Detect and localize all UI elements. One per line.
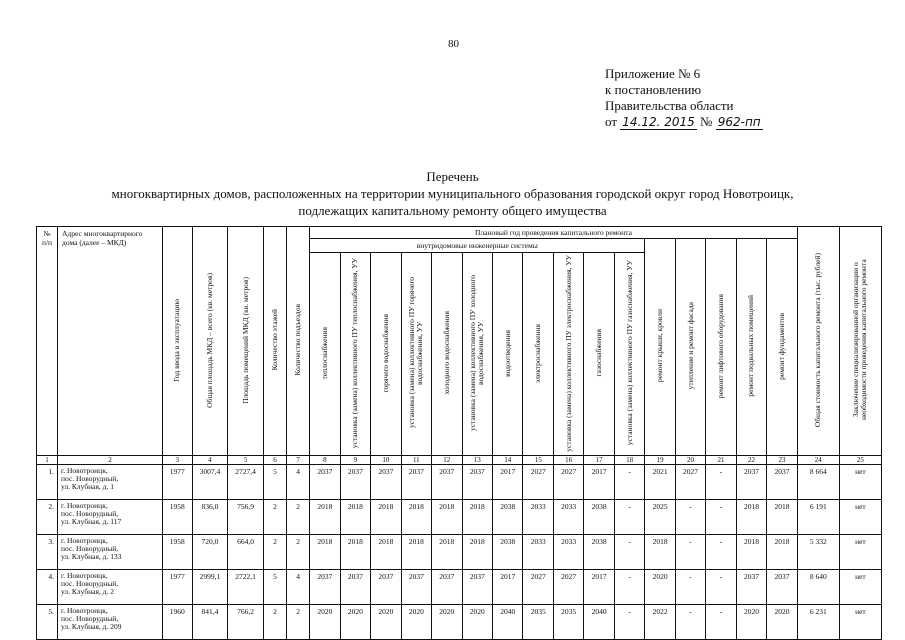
address-line: г. Новотроицк, [61, 536, 108, 545]
table-cell: 2037 [340, 465, 370, 500]
column-number: 20 [675, 456, 705, 465]
table-cell: 8 640 [797, 570, 839, 605]
appendix-block [605, 66, 763, 130]
appendix-doc-number: 962-пп [717, 115, 761, 129]
table-cell: 2022 [645, 605, 675, 640]
address-line: ул. Клубная, д. 2 [61, 587, 114, 596]
address-line: г. Новотроицк, [61, 501, 108, 510]
table-cell: 2027 [553, 570, 583, 605]
table-cell: 2037 [401, 465, 431, 500]
table-cell: 1977 [163, 465, 192, 500]
table-cell: 2037 [310, 570, 340, 605]
table-cell: 2038 [492, 500, 522, 535]
row-number: 1. [37, 465, 58, 500]
column-number: 16 [553, 456, 583, 465]
table-cell: 2037 [401, 570, 431, 605]
address-line: пос. Новорудный, [61, 544, 119, 553]
table-cell: 2 [287, 500, 310, 535]
table-cell: 2020 [432, 605, 462, 640]
header-meter-heat: установка (замена) коллективного ПУ теплоснабжения, УУ [340, 253, 370, 456]
header-meter-gas: установка (замена) коллективного ПУ газоснабжения, УУ [614, 253, 644, 456]
table-cell: 2033 [523, 535, 553, 570]
table-cell: нет [839, 605, 881, 640]
table-cell: 2020 [645, 570, 675, 605]
row-number: 4. [37, 570, 58, 605]
header-floors: Количество этажей [263, 227, 286, 456]
header-heating: теплоснабжения [310, 253, 340, 456]
table-cell: 2027 [523, 570, 553, 605]
column-number: 25 [839, 456, 881, 465]
table-row [37, 465, 882, 500]
column-number: 6 [263, 456, 286, 465]
header-internal-systems: внутридомовые инженерные системы [310, 239, 645, 253]
header-elevator: ремонт лифтового оборудования [706, 239, 736, 456]
table-cell: 5 [263, 465, 286, 500]
table-cell: - [706, 605, 736, 640]
address-line: ул. Клубная, д. 209 [61, 622, 122, 631]
column-number: 10 [371, 456, 401, 465]
table-cell: 2020 [340, 605, 370, 640]
appendix-date: 14.12. 2015 [622, 115, 695, 129]
row-address [58, 465, 163, 500]
table-cell: 2027 [675, 465, 705, 500]
address-line: пос. Новорудный, [61, 579, 119, 588]
header-num: № п/п [37, 227, 58, 456]
table-cell: 2021 [645, 465, 675, 500]
column-number: 5 [228, 456, 264, 465]
header-electricity: электроснабжения [523, 253, 553, 456]
column-number: 18 [614, 456, 644, 465]
table-cell: 2037 [462, 570, 492, 605]
column-number-row [37, 456, 882, 465]
column-number: 21 [706, 456, 736, 465]
header-planned-year: Плановый год проведения капитального ремонта [310, 227, 798, 239]
header-total-cost: Общая стоимость капитального ремонта (тыс. рублей) [797, 227, 839, 456]
table-cell: 766,2 [228, 605, 264, 640]
column-number: 2 [58, 456, 163, 465]
page-number: 80 [448, 38, 459, 50]
appendix-number-sign: № [700, 114, 713, 129]
appendix-from: от [605, 114, 618, 129]
column-number: 23 [767, 456, 798, 465]
row-number: 2. [37, 500, 58, 535]
address-line: ул. Клубная, д. 117 [61, 517, 122, 526]
table-cell: 2 [287, 605, 310, 640]
column-number: 22 [736, 456, 766, 465]
header-meter-cold-water: установка (замена) коллективного ПУ холодного водоснабжения, УУ [462, 253, 492, 456]
table-cell: 836,0 [192, 500, 228, 535]
table-cell: - [675, 570, 705, 605]
table-cell: 2722,1 [228, 570, 264, 605]
table-cell: - [706, 465, 736, 500]
table-cell: - [614, 500, 644, 535]
table-cell: 2018 [432, 535, 462, 570]
table-cell: 2037 [310, 465, 340, 500]
column-number: 4 [192, 456, 228, 465]
address-line: пос. Новорудный, [61, 509, 119, 518]
table-cell: - [706, 570, 736, 605]
row-address [58, 500, 163, 535]
table-cell: 2018 [736, 500, 766, 535]
table-cell: 4 [287, 465, 310, 500]
header-basement: ремонт подвальных помещений [736, 239, 766, 456]
table-cell: 2027 [553, 465, 583, 500]
address-line: пос. Новорудный, [61, 474, 119, 483]
header-address: Адрес многоквартирного дома (далее – МКД) [58, 227, 163, 456]
table-cell: 2018 [310, 535, 340, 570]
table-cell: 8 664 [797, 465, 839, 500]
table-cell: 2020 [310, 605, 340, 640]
table-cell: 2018 [645, 535, 675, 570]
table-cell: 2020 [736, 605, 766, 640]
document-title: Перечень [426, 169, 479, 184]
table-cell: 2018 [736, 535, 766, 570]
table-cell: 2018 [767, 500, 798, 535]
table-row [37, 605, 882, 640]
header-total-area: Общая площадь МКД – всего (кв. метров) [192, 227, 228, 456]
header-conclusion: Заключение специализированной организации о необходимости проведения капитального ремонта [839, 227, 881, 456]
column-number: 14 [492, 456, 522, 465]
header-meter-electricity: установка (замена) коллективного ПУ электроснабжения, УУ [553, 253, 583, 456]
table-cell: - [614, 535, 644, 570]
table-cell: 2037 [432, 570, 462, 605]
table-cell: 2035 [523, 605, 553, 640]
table-cell: - [706, 500, 736, 535]
table-cell: 1958 [163, 535, 192, 570]
table-cell: 2018 [401, 535, 431, 570]
header-sewerage: водоотведения [492, 253, 522, 456]
table-cell: 2018 [767, 535, 798, 570]
table-cell: 5 332 [797, 535, 839, 570]
document-subtitle-2: подлежащих капитальному ремонту общего имущества [298, 203, 607, 218]
table-cell: - [614, 605, 644, 640]
address-line: г. Новотроицк, [61, 571, 108, 580]
row-address [58, 535, 163, 570]
row-address [58, 570, 163, 605]
table-cell: 2037 [371, 465, 401, 500]
table-cell: 2033 [553, 500, 583, 535]
table-cell: 2033 [523, 500, 553, 535]
table-cell: 2025 [645, 500, 675, 535]
table-cell: 2727,4 [228, 465, 264, 500]
table-cell: нет [839, 570, 881, 605]
table-cell: 2018 [310, 500, 340, 535]
header-premises-area: Площадь помещений МКД (кв. метров) [228, 227, 264, 456]
table-cell: 5 [263, 570, 286, 605]
table-cell: 2018 [462, 500, 492, 535]
column-number: 1 [37, 456, 58, 465]
table-cell: 2018 [371, 535, 401, 570]
header-facade: утепление и ремонт фасада [675, 239, 705, 456]
table-cell: нет [839, 500, 881, 535]
table-body [37, 465, 882, 640]
header-gas: газоснабжения [584, 253, 614, 456]
appendix-line-3: Правительства области [605, 98, 734, 113]
table-row [37, 570, 882, 605]
table-cell: 2038 [584, 535, 614, 570]
table-cell: - [614, 465, 644, 500]
table-cell: 720,0 [192, 535, 228, 570]
table-cell: 2018 [401, 500, 431, 535]
document-subtitle-1: многоквартирных домов, расположенных на территории муниципального образования городской округ город Новотроицк, [111, 186, 794, 201]
column-number: 8 [310, 456, 340, 465]
table-cell: 841,4 [192, 605, 228, 640]
table-cell: 2018 [340, 535, 370, 570]
table-cell: 2038 [584, 500, 614, 535]
table-cell: 2018 [462, 535, 492, 570]
column-number: 19 [645, 456, 675, 465]
table-cell: нет [839, 465, 881, 500]
column-number: 13 [462, 456, 492, 465]
address-line: ул. Клубная, д. 133 [61, 552, 122, 561]
table-cell: 2037 [767, 570, 798, 605]
table-cell: 2017 [584, 465, 614, 500]
address-line: пос. Новорудный, [61, 614, 119, 623]
appendix-line-1: Приложение № 6 [605, 66, 701, 81]
table-cell: 2018 [340, 500, 370, 535]
table-cell: 2017 [492, 465, 522, 500]
column-number: 9 [340, 456, 370, 465]
table-cell: 2040 [584, 605, 614, 640]
table-cell: 1958 [163, 500, 192, 535]
table-cell: - [675, 500, 705, 535]
header-year-built: Год ввода в эксплуатацию [163, 227, 192, 456]
table-cell: 1977 [163, 570, 192, 605]
table-cell: 2037 [462, 465, 492, 500]
column-number: 3 [163, 456, 192, 465]
table-cell: 2020 [462, 605, 492, 640]
header-cold-water: холодного водоснабжения [432, 253, 462, 456]
address-line: г. Новотроицк, [61, 606, 108, 615]
row-number: 3. [37, 535, 58, 570]
table-cell: 2999,1 [192, 570, 228, 605]
row-number: 5. [37, 605, 58, 640]
column-number: 12 [432, 456, 462, 465]
table-row [37, 500, 882, 535]
table-cell: 2033 [553, 535, 583, 570]
column-number: 15 [523, 456, 553, 465]
table-cell: 2038 [492, 535, 522, 570]
table-cell: 2040 [492, 605, 522, 640]
table-cell: 2037 [340, 570, 370, 605]
header-meter-hot-water: установка (замена) коллективного ПУ горячего водоснабжения, УУ [401, 253, 431, 456]
header-roof: ремонт крыши, кровли [645, 239, 675, 456]
table-row [37, 535, 882, 570]
header-hot-water: горячего водоснабжения [371, 253, 401, 456]
table-cell: 3007,4 [192, 465, 228, 500]
row-address [58, 605, 163, 640]
header-foundation: ремонт фундаментов [767, 239, 798, 456]
table-cell: 2020 [401, 605, 431, 640]
table-cell: 2 [263, 535, 286, 570]
table-cell: 2018 [432, 500, 462, 535]
column-number: 24 [797, 456, 839, 465]
table-cell: 1960 [163, 605, 192, 640]
table-cell: 756,9 [228, 500, 264, 535]
table-cell: 2 [263, 605, 286, 640]
table-cell: 2020 [767, 605, 798, 640]
table-cell: 664,0 [228, 535, 264, 570]
table-cell: 6 231 [797, 605, 839, 640]
header-entrances: Количество подъездов [287, 227, 310, 456]
table-cell: 6 191 [797, 500, 839, 535]
table-cell: 2037 [767, 465, 798, 500]
address-line: ул. Клубная, д. 1 [61, 482, 114, 491]
table-cell: 2020 [371, 605, 401, 640]
table-cell: - [614, 570, 644, 605]
appendix-date-line [605, 114, 763, 130]
address-line: г. Новотроицк, [61, 466, 108, 475]
appendix-line-2: к постановлению [605, 82, 702, 97]
table-cell: - [675, 535, 705, 570]
table-cell: 2017 [492, 570, 522, 605]
table-cell: 2037 [371, 570, 401, 605]
table-cell: нет [839, 535, 881, 570]
table-cell: 2 [287, 535, 310, 570]
column-number: 11 [401, 456, 431, 465]
table-cell: 4 [287, 570, 310, 605]
table-cell: 2017 [584, 570, 614, 605]
table-cell: 2037 [736, 570, 766, 605]
column-number: 7 [287, 456, 310, 465]
repair-table [36, 226, 882, 640]
table-cell: 2035 [553, 605, 583, 640]
table-cell: 2027 [523, 465, 553, 500]
column-number: 17 [584, 456, 614, 465]
table-cell: 2018 [371, 500, 401, 535]
table-cell: 2037 [432, 465, 462, 500]
table-cell: - [706, 535, 736, 570]
table-cell: 2037 [736, 465, 766, 500]
table-cell: - [675, 605, 705, 640]
table-cell: 2 [263, 500, 286, 535]
